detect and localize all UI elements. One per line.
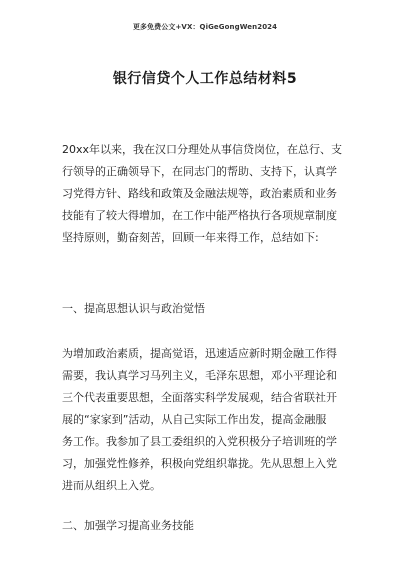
section-heading-2: 二、加强学习提高业务技能 bbox=[62, 519, 194, 532]
paragraph-intro: 20xx年以来，我在汉口分理处从事信贷岗位，在总行、支 行领导的正确领导下，在同志门的帮助、支持下，认真学 习党得方针、路线和政策及金融法规等，政治素质和业务 技能有了较大得增加，在工作中能严格执行各项规章制度 坚持原则，勤奋刻苦，回顾一年来得工作，总结如下: bbox=[62, 143, 343, 244]
paragraph-section-1: 为增加政治素质，提高觉语，迅速适应新时期金融工作得 需要，我认真学习马列主义，毛泽东思想，邓小平理论和 三个代表重要思想，全面落实科学发展观，结合省联社开 展的“家家到”活动，从自己实际工作出发，提高金融服 务工作。我参加了县工委组织的入党积极分子培训班的学 习，加强党性修养，积极向党组织靠拢。先从思想上入党 进而从组织上入党。 bbox=[62, 347, 337, 492]
section-heading-1: 一、提高思想认识与政治觉悟 bbox=[62, 302, 205, 315]
header-note: 更多免费公文+VX：QiGeGongWen2024 bbox=[132, 23, 278, 31]
document-title: 银行信贷个人工作总结材料5 bbox=[112, 71, 298, 87]
